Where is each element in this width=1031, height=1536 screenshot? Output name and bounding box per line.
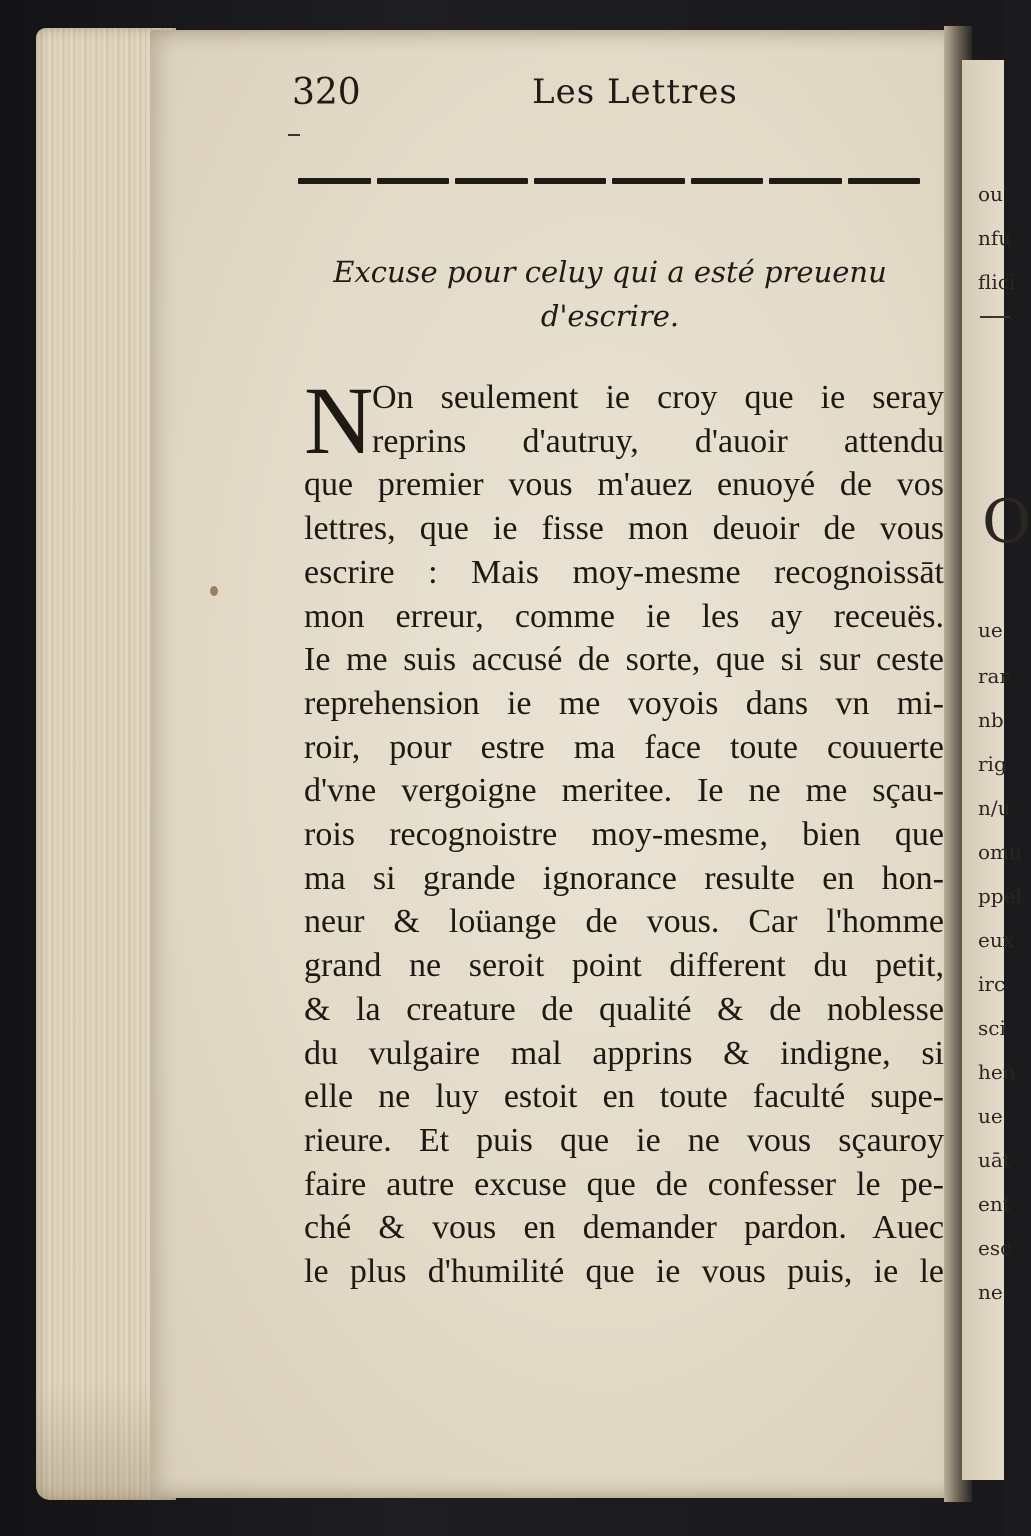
letter-heading	[300, 250, 920, 338]
next-page-drop-cap: O	[982, 487, 1031, 557]
page-number: 320	[292, 72, 361, 113]
heading-line-1: Excuse pour celuy qui a esté preuenu	[333, 255, 887, 289]
body-line: mon erreur, comme ie les ay receuës.	[304, 597, 944, 635]
body-line: Ie me suis accusé de sorte, que si sur ceste	[304, 641, 944, 679]
next-page-fragment: ne	[978, 1280, 1003, 1304]
paper-stain	[210, 586, 218, 596]
next-page-fragment: uāt	[978, 1148, 1011, 1172]
next-page-fragment: rar	[978, 664, 1010, 688]
body-line: ma si grande ignorance resulte en hon-	[304, 859, 944, 897]
next-page-fragment: ou	[978, 182, 1003, 206]
next-page-fragment: esc	[978, 1236, 1012, 1260]
ornamental-rule	[298, 178, 920, 186]
next-page-fragment: nb	[978, 708, 1004, 732]
body-line: rois recognoistre moy-mesme, bien que	[304, 816, 944, 854]
next-page-rule	[980, 316, 1010, 318]
rule-segment	[691, 178, 764, 184]
body-line: escrire : Mais moy-mesme recognoissāt	[304, 553, 944, 591]
running-head	[292, 72, 932, 120]
next-page-fragment: sci	[978, 1016, 1006, 1040]
body-line: que premier vous m'auez enuoyé de vos	[304, 466, 944, 504]
next-page-fragment: eux	[978, 928, 1014, 952]
next-page-fragment: irc	[978, 972, 1006, 996]
next-page-sliver	[962, 60, 1031, 1480]
rule-segment	[377, 178, 450, 184]
rule-segment	[534, 178, 607, 184]
next-page-fragment: flici	[978, 270, 1016, 294]
next-page-fragment: n/u	[978, 796, 1011, 820]
body-line: grand ne seroit point different du petit,	[304, 947, 944, 985]
heading-line-2: d'escrire.	[540, 299, 680, 333]
body-line: d'vne vergoigne meritee. Ie ne me sçau-	[304, 772, 944, 810]
next-page-fragment: rig	[978, 752, 1007, 776]
body-line: On seulement ie croy que ie seray	[372, 379, 944, 416]
rule-segment	[298, 178, 371, 184]
body-line: & la creature de qualité & de noblesse	[304, 990, 944, 1028]
running-title: Les Lettres	[532, 72, 738, 112]
next-page-fragment: ue	[978, 1104, 1003, 1128]
rule-segment	[455, 178, 528, 184]
body-line: du vulgaire mal apprins & indigne, si	[304, 1034, 944, 1072]
body-line: elle ne luy estoit en toute faculté supe-	[304, 1078, 944, 1116]
body-line: faire autre excuse que de confesser le pe-	[304, 1165, 944, 1203]
body-line: lettres, que ie fisse mon deuoir de vous	[304, 510, 944, 548]
next-page-fragment: ppel	[978, 884, 1022, 908]
body-line: ché & vous en demander pardon. Auec	[304, 1209, 944, 1247]
next-page-fragment: ue	[978, 618, 1003, 642]
rule-segment	[848, 178, 921, 184]
rule-segment	[769, 178, 842, 184]
body-line: rieure. Et puis que ie ne vous sçauroy	[304, 1121, 944, 1159]
body-line: roir, pour estre ma face toute couuerte	[304, 728, 944, 766]
rule-segment	[612, 178, 685, 184]
body-line: reprehension ie me voyois dans vn mi-	[304, 684, 944, 722]
drop-cap: N	[304, 367, 374, 474]
body-line: le plus d'humilité que ie vous puis, ie le	[304, 1253, 944, 1291]
next-page-fragment: ent	[978, 1192, 1011, 1216]
body-text	[304, 367, 944, 1294]
next-page-fragment: omu	[978, 840, 1022, 864]
tick-mark	[288, 134, 300, 136]
next-page-fragment: nfu	[978, 226, 1012, 250]
body-line: neur & loüange de vous. Car l'homme	[304, 903, 944, 941]
next-page-fragment: hen	[978, 1060, 1016, 1084]
body-line: reprins d'autruy, d'auoir attendu	[372, 422, 944, 460]
